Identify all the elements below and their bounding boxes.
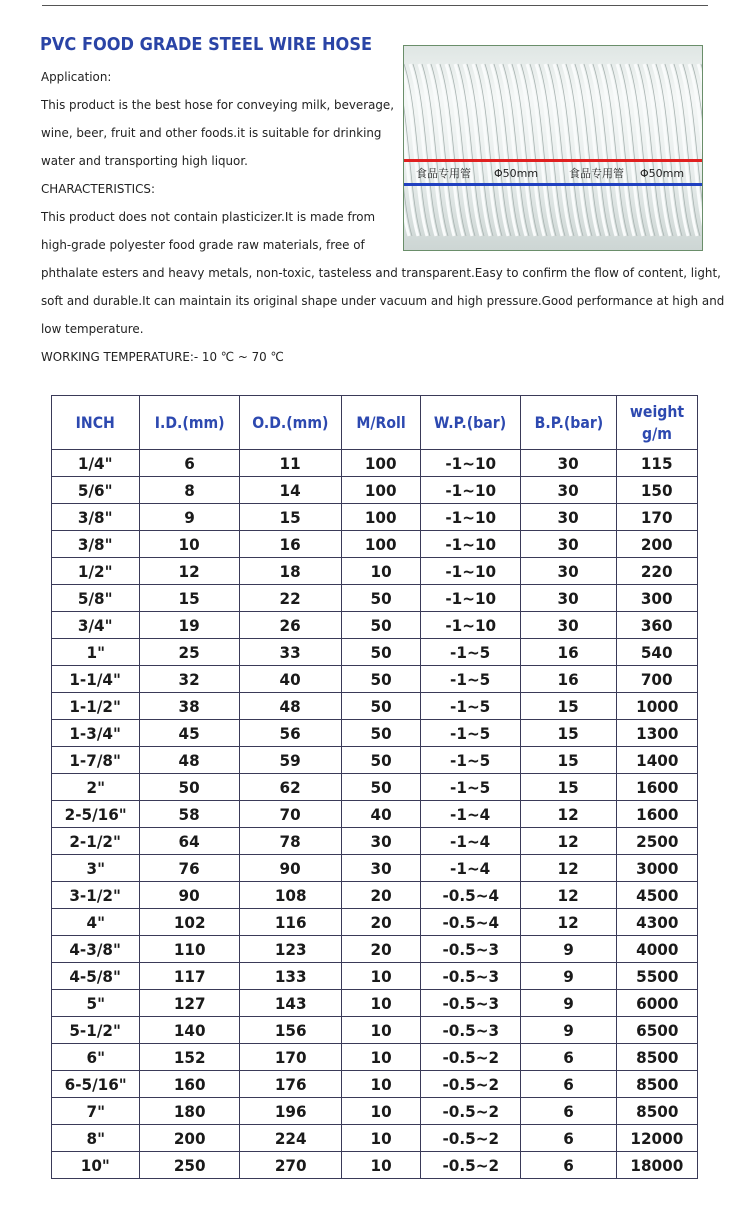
characteristics-line: This product does not contain plasticizer.It is made from	[41, 209, 376, 224]
cell-weight: 1600	[617, 774, 698, 801]
cell-inch: 1-1/4"	[52, 666, 140, 693]
header-od: O.D.(mm)	[240, 396, 342, 450]
cell-m-roll: 40	[342, 801, 421, 828]
cell-od: 22	[240, 585, 342, 612]
cell-m-roll: 30	[342, 828, 421, 855]
cell-wp: -0.5~4	[421, 909, 521, 936]
cell-bp: 30	[521, 477, 617, 504]
cell-inch: 7"	[52, 1098, 140, 1125]
cell-id: 250	[140, 1152, 240, 1179]
cell-bp: 9	[521, 936, 617, 963]
cell-id: 110	[140, 936, 240, 963]
cell-inch: 5/6"	[52, 477, 140, 504]
cell-wp: -1~4	[421, 801, 521, 828]
cell-m-roll: 100	[342, 531, 421, 558]
cell-inch: 4-5/8"	[52, 963, 140, 990]
cell-wp: -0.5~2	[421, 1125, 521, 1152]
cell-m-roll: 10	[342, 1098, 421, 1125]
cell-od: 62	[240, 774, 342, 801]
cell-od: 156	[240, 1017, 342, 1044]
cell-wp: -1~10	[421, 531, 521, 558]
table-row	[52, 747, 698, 774]
cell-inch: 5-1/2"	[52, 1017, 140, 1044]
cell-inch: 1"	[52, 639, 140, 666]
cell-m-roll: 20	[342, 936, 421, 963]
cell-m-roll: 50	[342, 639, 421, 666]
cell-inch: 8"	[52, 1125, 140, 1152]
cell-weight: 700	[617, 666, 698, 693]
cell-bp: 9	[521, 1017, 617, 1044]
cell-m-roll: 10	[342, 558, 421, 585]
table-row	[52, 1098, 698, 1125]
cell-m-roll: 50	[342, 666, 421, 693]
cell-id: 180	[140, 1098, 240, 1125]
cell-inch: 2-5/16"	[52, 801, 140, 828]
working-temperature: WORKING TEMPERATURE:- 10 ℃ ~ 70 ℃	[41, 349, 284, 364]
cell-bp: 12	[521, 855, 617, 882]
characteristics-heading: CHARACTERISTICS:	[41, 181, 155, 196]
table-row	[52, 990, 698, 1017]
characteristics-line: low temperature.	[41, 321, 144, 336]
cell-m-roll: 50	[342, 774, 421, 801]
table-row	[52, 666, 698, 693]
cell-wp: -1~5	[421, 720, 521, 747]
cell-m-roll: 50	[342, 693, 421, 720]
cell-wp: -1~10	[421, 450, 521, 477]
cell-id: 200	[140, 1125, 240, 1152]
cell-bp: 30	[521, 531, 617, 558]
table-row	[52, 693, 698, 720]
cell-inch: 10"	[52, 1152, 140, 1179]
cell-weight: 170	[617, 504, 698, 531]
cell-wp: -0.5~2	[421, 1071, 521, 1098]
cell-weight: 1300	[617, 720, 698, 747]
page-title: PVC FOOD GRADE STEEL WIRE HOSE	[40, 34, 373, 55]
cell-wp: -0.5~3	[421, 1017, 521, 1044]
cell-wp: -1~5	[421, 666, 521, 693]
cell-bp: 30	[521, 585, 617, 612]
cell-wp: -1~10	[421, 477, 521, 504]
cell-wp: -1~5	[421, 774, 521, 801]
cell-od: 15	[240, 504, 342, 531]
top-divider	[42, 5, 708, 6]
table-row	[52, 585, 698, 612]
cell-inch: 2"	[52, 774, 140, 801]
cell-wp: -0.5~3	[421, 990, 521, 1017]
table-row	[52, 720, 698, 747]
cell-bp: 16	[521, 639, 617, 666]
table-row	[52, 639, 698, 666]
cell-inch: 3/4"	[52, 612, 140, 639]
cell-m-roll: 50	[342, 585, 421, 612]
cell-m-roll: 10	[342, 1125, 421, 1152]
table-row	[52, 477, 698, 504]
cell-m-roll: 10	[342, 963, 421, 990]
cell-id: 10	[140, 531, 240, 558]
cell-inch: 1-3/4"	[52, 720, 140, 747]
cell-m-roll: 50	[342, 720, 421, 747]
cell-id: 9	[140, 504, 240, 531]
cell-od: 123	[240, 936, 342, 963]
cell-id: 152	[140, 1044, 240, 1071]
cell-m-roll: 100	[342, 450, 421, 477]
cell-inch: 6"	[52, 1044, 140, 1071]
cell-od: 56	[240, 720, 342, 747]
cell-wp: -1~10	[421, 504, 521, 531]
cell-od: 270	[240, 1152, 342, 1179]
cell-weight: 540	[617, 639, 698, 666]
application-line: wine, beer, fruit and other foods.it is suitable for drinking	[41, 125, 382, 140]
cell-m-roll: 10	[342, 1071, 421, 1098]
cell-id: 76	[140, 855, 240, 882]
cell-m-roll: 100	[342, 504, 421, 531]
table-row	[52, 936, 698, 963]
header-wp: W.P.(bar)	[421, 396, 521, 450]
cell-od: 224	[240, 1125, 342, 1152]
cell-inch: 1-7/8"	[52, 747, 140, 774]
cell-weight: 115	[617, 450, 698, 477]
cell-bp: 9	[521, 963, 617, 990]
cell-m-roll: 20	[342, 882, 421, 909]
cell-weight: 2500	[617, 828, 698, 855]
application-heading: Application:	[41, 69, 112, 84]
table-row	[52, 1017, 698, 1044]
cell-id: 38	[140, 693, 240, 720]
cell-weight: 1600	[617, 801, 698, 828]
cell-od: 18	[240, 558, 342, 585]
cell-id: 102	[140, 909, 240, 936]
header-m-roll: M/Roll	[342, 396, 421, 450]
table-row	[52, 774, 698, 801]
table-row	[52, 963, 698, 990]
cell-weight: 1400	[617, 747, 698, 774]
cell-m-roll: 20	[342, 909, 421, 936]
hose-photo	[403, 45, 703, 251]
hose-label-cn: 食品专用管	[569, 167, 624, 180]
cell-wp: -1~4	[421, 828, 521, 855]
cell-bp: 12	[521, 909, 617, 936]
cell-od: 40	[240, 666, 342, 693]
cell-inch: 5/8"	[52, 585, 140, 612]
cell-weight: 1000	[617, 693, 698, 720]
cell-m-roll: 100	[342, 477, 421, 504]
cell-weight: 18000	[617, 1152, 698, 1179]
table-row	[52, 855, 698, 882]
cell-id: 6	[140, 450, 240, 477]
cell-id: 12	[140, 558, 240, 585]
cell-id: 160	[140, 1071, 240, 1098]
cell-weight: 12000	[617, 1125, 698, 1152]
cell-weight: 150	[617, 477, 698, 504]
cell-inch: 3/8"	[52, 531, 140, 558]
header-bp: B.P.(bar)	[521, 396, 617, 450]
cell-bp: 15	[521, 774, 617, 801]
cell-bp: 6	[521, 1044, 617, 1071]
cell-wp: -0.5~2	[421, 1152, 521, 1179]
cell-od: 116	[240, 909, 342, 936]
hose-label-cn: 食品专用管	[416, 167, 471, 180]
cell-wp: -1~10	[421, 558, 521, 585]
cell-wp: -1~4	[421, 855, 521, 882]
header-id: I.D.(mm)	[140, 396, 240, 450]
cell-inch: 6-5/16"	[52, 1071, 140, 1098]
cell-od: 70	[240, 801, 342, 828]
cell-od: 108	[240, 882, 342, 909]
cell-wp: -1~10	[421, 612, 521, 639]
cell-inch: 1-1/2"	[52, 693, 140, 720]
cell-weight: 4000	[617, 936, 698, 963]
cell-id: 48	[140, 747, 240, 774]
cell-m-roll: 30	[342, 855, 421, 882]
cell-bp: 6	[521, 1152, 617, 1179]
cell-id: 127	[140, 990, 240, 1017]
characteristics-line: high-grade polyester food grade raw materials, free of	[41, 237, 365, 252]
table-row	[52, 828, 698, 855]
cell-od: 33	[240, 639, 342, 666]
cell-id: 45	[140, 720, 240, 747]
cell-inch: 1/2"	[52, 558, 140, 585]
table-row	[52, 558, 698, 585]
cell-od: 176	[240, 1071, 342, 1098]
cell-od: 59	[240, 747, 342, 774]
cell-bp: 6	[521, 1098, 617, 1125]
blue-stripe	[404, 183, 702, 186]
cell-inch: 3"	[52, 855, 140, 882]
hose-label-size: Φ50mm	[640, 167, 685, 180]
cell-bp: 15	[521, 720, 617, 747]
cell-inch: 4"	[52, 909, 140, 936]
application-line: water and transporting high liquor.	[41, 153, 248, 168]
cell-inch: 3/8"	[52, 504, 140, 531]
cell-id: 90	[140, 882, 240, 909]
table-row	[52, 612, 698, 639]
cell-weight: 4500	[617, 882, 698, 909]
cell-m-roll: 50	[342, 747, 421, 774]
cell-od: 48	[240, 693, 342, 720]
characteristics-line: phthalate esters and heavy metals, non-toxic, tasteless and transparent.Easy to confirm the flow of content, light,	[41, 265, 721, 280]
cell-bp: 12	[521, 828, 617, 855]
cell-bp: 30	[521, 450, 617, 477]
table-row	[52, 882, 698, 909]
header-inch: INCH	[52, 396, 140, 450]
application-line: This product is the best hose for conveying milk, beverage,	[41, 97, 395, 112]
cell-weight: 360	[617, 612, 698, 639]
cell-weight: 3000	[617, 855, 698, 882]
cell-bp: 15	[521, 747, 617, 774]
cell-od: 133	[240, 963, 342, 990]
cell-m-roll: 10	[342, 990, 421, 1017]
cell-wp: -1~5	[421, 639, 521, 666]
cell-inch: 1/4"	[52, 450, 140, 477]
header-weight: weight g/m	[617, 396, 698, 450]
cell-inch: 3-1/2"	[52, 882, 140, 909]
cell-od: 196	[240, 1098, 342, 1125]
cell-bp: 6	[521, 1071, 617, 1098]
cell-id: 64	[140, 828, 240, 855]
cell-wp: -1~5	[421, 693, 521, 720]
cell-id: 117	[140, 963, 240, 990]
table-row	[52, 1125, 698, 1152]
cell-id: 140	[140, 1017, 240, 1044]
cell-bp: 12	[521, 801, 617, 828]
cell-weight: 8500	[617, 1044, 698, 1071]
cell-od: 90	[240, 855, 342, 882]
cell-wp: -1~5	[421, 747, 521, 774]
table-row	[52, 1044, 698, 1071]
cell-weight: 8500	[617, 1098, 698, 1125]
cell-bp: 30	[521, 504, 617, 531]
cell-wp: -0.5~4	[421, 882, 521, 909]
cell-id: 8	[140, 477, 240, 504]
cell-wp: -0.5~2	[421, 1044, 521, 1071]
table-row	[52, 450, 698, 477]
red-stripe	[404, 159, 702, 162]
cell-od: 78	[240, 828, 342, 855]
table-row	[52, 909, 698, 936]
cell-bp: 15	[521, 693, 617, 720]
hose-illustration	[404, 46, 702, 250]
spec-table	[51, 395, 698, 1179]
cell-od: 26	[240, 612, 342, 639]
cell-bp: 9	[521, 990, 617, 1017]
cell-inch: 2-1/2"	[52, 828, 140, 855]
cell-bp: 30	[521, 612, 617, 639]
cell-od: 14	[240, 477, 342, 504]
characteristics-line: soft and durable.It can maintain its original shape under vacuum and high pressure.Good performance at high and	[41, 293, 725, 308]
cell-od: 170	[240, 1044, 342, 1071]
cell-od: 16	[240, 531, 342, 558]
cell-id: 50	[140, 774, 240, 801]
cell-m-roll: 10	[342, 1017, 421, 1044]
cell-weight: 5500	[617, 963, 698, 990]
cell-wp: -0.5~3	[421, 936, 521, 963]
table-header-row	[52, 396, 698, 450]
cell-od: 11	[240, 450, 342, 477]
cell-weight: 300	[617, 585, 698, 612]
table-row	[52, 1071, 698, 1098]
table-row	[52, 1152, 698, 1179]
table-row	[52, 801, 698, 828]
cell-weight: 6500	[617, 1017, 698, 1044]
cell-m-roll: 10	[342, 1044, 421, 1071]
table-row	[52, 531, 698, 558]
cell-wp: -0.5~2	[421, 1098, 521, 1125]
cell-weight: 220	[617, 558, 698, 585]
cell-weight: 4300	[617, 909, 698, 936]
cell-weight: 6000	[617, 990, 698, 1017]
cell-bp: 30	[521, 558, 617, 585]
cell-bp: 16	[521, 666, 617, 693]
cell-id: 19	[140, 612, 240, 639]
hose-label-size: Φ50mm	[494, 167, 539, 180]
cell-bp: 6	[521, 1125, 617, 1152]
cell-m-roll: 10	[342, 1152, 421, 1179]
cell-wp: -0.5~3	[421, 963, 521, 990]
cell-inch: 5"	[52, 990, 140, 1017]
cell-weight: 8500	[617, 1071, 698, 1098]
cell-od: 143	[240, 990, 342, 1017]
cell-m-roll: 50	[342, 612, 421, 639]
cell-inch: 4-3/8"	[52, 936, 140, 963]
table-row	[52, 504, 698, 531]
cell-id: 58	[140, 801, 240, 828]
cell-id: 25	[140, 639, 240, 666]
cell-wp: -1~10	[421, 585, 521, 612]
cell-id: 15	[140, 585, 240, 612]
cell-bp: 12	[521, 882, 617, 909]
cell-id: 32	[140, 666, 240, 693]
cell-weight: 200	[617, 531, 698, 558]
